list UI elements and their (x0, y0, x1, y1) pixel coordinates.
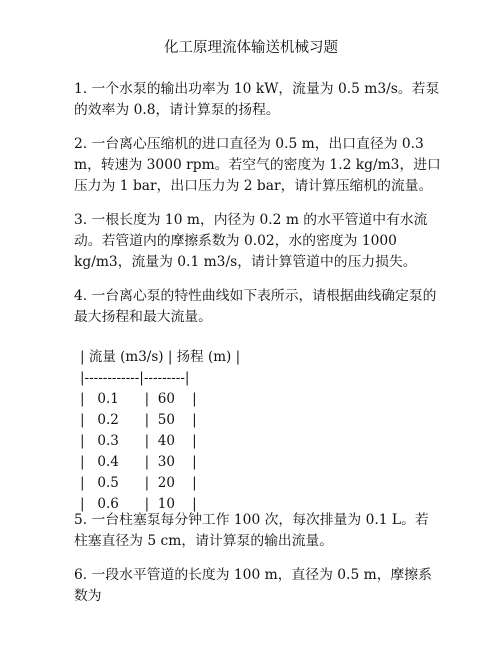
problem-2: 2. 一台离心压缩机的进口直径为 0.5 m，出口直径为 0.3 m，转速为 3000 rpm。若空气的密度为 1.2 kg/m3，进口压力为 1 bar，出口压力为 2 bar，请计算压缩机的流量。 (74, 136, 441, 194)
problem-list (74, 79, 442, 341)
table-row: | 0.4 | 30 | (80, 454, 197, 470)
table-row: | 0.3 | 40 | (80, 433, 197, 449)
document-title: 化工原理流体输送机械习题 (164, 40, 338, 56)
problem-1: 1. 一个水泵的输出功率为 10 kW，流量为 0.5 m3/s。若泵的效率为 0.8，请计算泵的扬程。 (74, 81, 440, 118)
table-row: | 0.1 | 60 | (80, 391, 197, 407)
problem-6: 6. 一段水平管道的长度为 100 m，直径为 0.5 m，摩擦系数为 (74, 567, 432, 604)
table-separator-row: |------------|---------| (80, 370, 190, 386)
pump-curve-table (80, 347, 240, 515)
problem-list-continued (74, 510, 442, 620)
problem-3: 3. 一根长度为 10 m，内径为 0.2 m 的水平管道中有水流动。若管道内的摩擦系数为 0.02，水的密度为 1000 kg/m3，流量为 0.1 m3/s，请计算管道中的压力损失。 (74, 212, 428, 270)
table-row: | 0.6 | 10 | (80, 496, 197, 512)
table-row: | 0.2 | 50 | (80, 412, 197, 428)
table-row: | 0.5 | 20 | (80, 475, 197, 491)
problem-4: 4. 一台离心泵的特性曲线如下表所示，请根据曲线确定泵的最大扬程和最大流量。 (74, 288, 437, 325)
table-header-row: | 流量 (m3/s) | 扬程 (m) | (80, 349, 241, 365)
problem-5: 5. 一台柱塞泵每分钟工作 100 次，每次排量为 0.1 L。若柱塞直径为 5 cm，请计算泵的输出流量。 (74, 512, 429, 549)
